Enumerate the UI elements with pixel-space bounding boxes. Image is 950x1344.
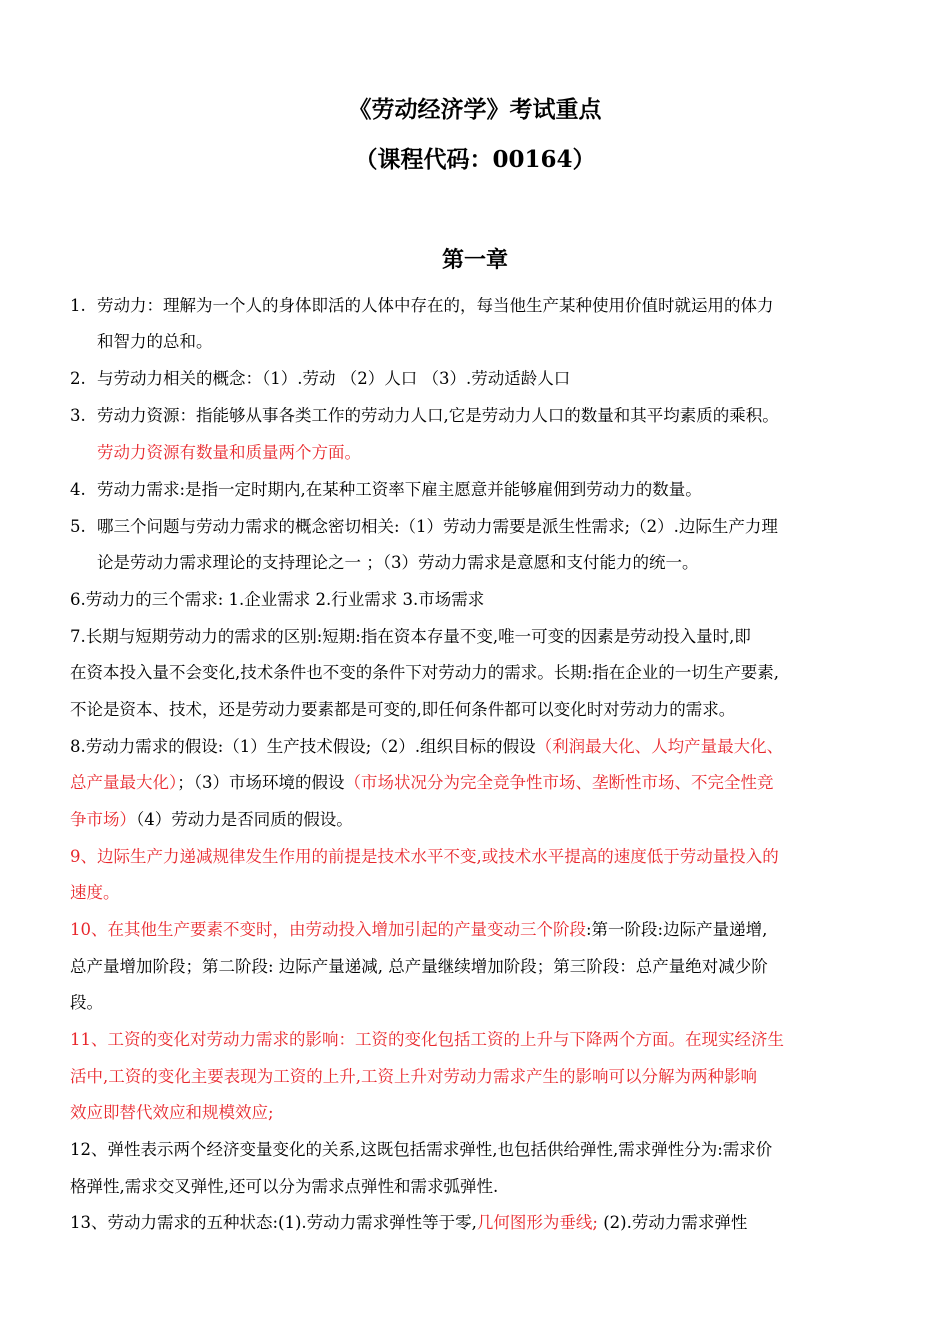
item-13-highlight: 几何图形为垂线; (476, 1213, 598, 1232)
item-10-line-1 (70, 918, 767, 942)
item-10-text: :第一阶段:边际产量递增, (586, 920, 768, 939)
item-8-text: 8.劳动力需求的假设:（1）生产技术假设;（2）.组织目标的假设 (70, 737, 536, 756)
item-6-line-1: 6.劳动力的三个需求: 1.企业需求 2.行业需求 3.市场需求 (70, 590, 485, 609)
item-13-line-1 (70, 1211, 747, 1235)
item-5-line-1: 哪三个问题与劳动力需求的概念密切相关:（1）劳动力需要是派生性需求;（2）.边际生产力理 (97, 517, 778, 536)
item-10-line-2: 总产量增加阶段；第二阶段: 边际产量递减, 总产量继续增加阶段；第三阶段：总产量绝对减少阶 (70, 957, 768, 976)
item-11-line-3: 效应即替代效应和规模效应; (70, 1103, 274, 1122)
document-title: 《劳动经济学》考试重点 (348, 96, 602, 123)
item-9-line-2: 速度。 (70, 883, 120, 902)
item-8-line-3 (70, 808, 353, 832)
item-3-line-2: 劳动力资源有数量和质量两个方面。 (97, 443, 361, 462)
item-10-highlight: 10、在其他生产要素不变时，由劳动投入增加引起的产量变动三个阶段 (70, 920, 586, 939)
item-8-line-2 (70, 771, 774, 795)
item-number: 4. (70, 480, 86, 499)
item-8-text: ；（3）市场环境的假设 (177, 773, 345, 792)
item-4-line-1: 劳动力需求:是指一定时期内,在某种工资率下雇主愿意并能够雇佣到劳动力的数量。 (97, 480, 702, 499)
item-7-line-1: 7.长期与短期劳动力的需求的区别:短期:指在资本存量不变,唯一可变的因素是劳动投入量时,即 (70, 627, 751, 646)
item-number: 3. (70, 406, 86, 425)
item-2-line-1: 与劳动力相关的概念：（1）.劳动 （2）人口 （3）.劳动适龄人口 (97, 369, 571, 388)
item-8-line-1 (70, 735, 783, 759)
item-9-line-1: 9、边际生产力递减规律发生作用的前提是技术水平不变,或技术水平提高的速度低于劳动量投入的 (70, 847, 779, 866)
course-code: （课程代码：00164） (354, 146, 596, 173)
item-number: 2. (70, 369, 86, 388)
item-8-highlight: （市场状况分为完全竞争性市场、垄断性市场、不完全性竞 (344, 773, 774, 792)
item-number: 1. (70, 296, 86, 315)
item-8-highlight: 争市场） (70, 810, 136, 829)
item-7-line-3: 不论是资本、技术，还是劳动力要素都是可变的,即任何条件都可以变化时对劳动力的需求。 (70, 700, 736, 719)
item-13-text: (2).劳动力需求弹性 (597, 1213, 748, 1232)
item-13-text: 13、劳动力需求的五种状态:(1).劳动力需求弹性等于零, (70, 1213, 477, 1232)
item-1-line-1: 劳动力：理解为一个人的身体即活的人体中存在的，每当他生产某种使用价值时就运用的体力 (97, 296, 774, 315)
item-1-line-2: 和智力的总和。 (97, 332, 213, 351)
item-8-highlight: 总产量最大化） (70, 773, 178, 792)
item-8-highlight: （利润最大化、人均产量最大化、 (535, 737, 784, 756)
item-number: 5. (70, 517, 86, 536)
item-7-line-2: 在资本投入量不会变化,技术条件也不变的条件下对劳动力的需求。长期:指在企业的一切生产要素, (70, 663, 780, 682)
item-8-text: （4）劳动力是否同质的假设。 (136, 810, 353, 829)
item-11-line-1: 11、工资的变化对劳动力需求的影响：工资的变化包括工资的上升与下降两个方面。在现实经济生 (70, 1030, 784, 1049)
item-12-line-1: 12、弹性表示两个经济变量变化的关系,这既包括需求弹性,也包括供给弹性,需求弹性分为:需求价 (70, 1140, 773, 1159)
item-3-line-1: 劳动力资源：指能够从事各类工作的劳动力人口,它是劳动力人口的数量和其平均素质的乘积。 (97, 406, 779, 425)
item-12-line-2: 格弹性,需求交叉弹性,还可以分为需求点弹性和需求弧弹性. (70, 1177, 499, 1196)
item-5-line-2: 论是劳动力需求理论的支持理论之一 ；（3）劳动力需求是意愿和支付能力的统一。 (97, 553, 699, 572)
item-11-line-2: 活中,工资的变化主要表现为工资的上升,工资上升对劳动力需求产生的影响可以分解为两种影响 (70, 1067, 757, 1086)
chapter-heading: 第一章 (441, 247, 508, 273)
item-10-line-3: 段。 (70, 993, 103, 1012)
